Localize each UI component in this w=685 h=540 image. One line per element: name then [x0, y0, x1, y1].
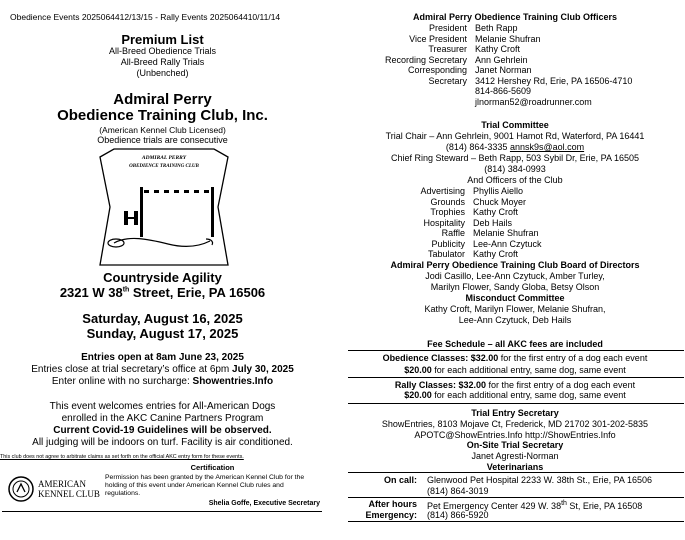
vet-rule-top — [348, 472, 684, 473]
venue-name: Countryside Agility — [103, 270, 222, 285]
ring-steward-phone: (814) 384-0993 — [484, 164, 546, 174]
logo-text-2: OBEDIENCE TRAINING CLUB — [129, 164, 199, 169]
committee-row: Hospitality Deb Hails — [423, 217, 513, 228]
arbitrate-disclaimer: This club does not agree to arbitrate claims as set forth on the official AKC entry form for these events. — [0, 454, 244, 460]
afterhours-vet: Pet Emergency Center 429 W. 38th St, Erie, PA 16508 — [427, 500, 643, 511]
committee-row: Publicity Lee-Ann Czytuck — [431, 238, 542, 249]
officer-row: Corresponding Janet Norman — [407, 65, 532, 75]
veterinarians-title: Veterinarians — [486, 462, 544, 472]
oncall-phone: (814) 864-3019 — [427, 486, 489, 496]
entries-close: Entries close at trial secretary’s office at 6pm July 30, 2025 — [31, 364, 294, 375]
officer-row: Recording Secretary Ann Gehrlein — [384, 54, 528, 65]
allbreed-rally: All-Breed Rally Trials — [120, 57, 205, 67]
akc-licensed: (American Kennel Club Licensed) — [99, 125, 226, 135]
ring-steward: Chief Ring Steward – Beth Rapp, 503 Sybil Dr, Erie, PA 16505 — [391, 153, 639, 163]
vet-rule-mid — [348, 497, 684, 498]
fee-title: Fee Schedule – all AKC fees are included — [427, 339, 603, 349]
chair-email-link[interactable]: annsk9s@aol.com — [509, 142, 585, 152]
welcome-line1: This event welcomes entries for All-American Dogs — [49, 401, 276, 412]
misconduct-line2: Lee-Ann Czytuck, Deb Hails — [458, 315, 572, 325]
rally-additional-fee: $20.00 for each additional entry, same dog, same event — [404, 390, 626, 400]
committee-title: Trial Committee — [481, 120, 549, 130]
committee-row: Advertising Phyllis Aiello — [420, 186, 524, 196]
officer-row: Treasurer Kathy Croft — [428, 44, 521, 54]
onsite-secretary-name: Janet Agresti-Norman — [471, 451, 559, 461]
date-sunday: Sunday, August 17, 2025 — [86, 326, 239, 341]
akc-logo-text: AMERICAN KENNEL CLUB — [38, 479, 100, 499]
logo-text-1: ADMIRAL PERRY — [141, 155, 187, 161]
officers-list — [345, 23, 685, 107]
trial-entry-secretary-web[interactable]: APOTC@ShowEntries.Info http://ShowEntries.Info — [414, 430, 616, 440]
trial-entry-secretary-address: ShowEntries, 8103 Mojave Ct, Frederick, MD 21702 301-202-5835 — [381, 419, 649, 429]
certification-text: Permission has been granted by the American Kennel Club for the holding of this event under American Kennel Club rules and regulations. — [105, 474, 305, 497]
committee-row: Grounds Chuck Moyer — [430, 196, 527, 207]
secretary-phone: 814-866-5609 — [475, 86, 532, 96]
indoor-note: All judging will be indoors on turf. Facility is air conditioned. — [32, 437, 293, 448]
akc-seal-icon — [8, 476, 34, 502]
trial-chair: Trial Chair – Ann Gehrlein, 9001 Hamot Rd, Waterford, PA 16441 — [385, 131, 645, 141]
showentries-link[interactable]: Showentries.Info — [192, 376, 274, 387]
misconduct-title: Misconduct Committee — [465, 293, 565, 303]
allbreed-obedience: All-Breed Obedience Trials — [108, 46, 217, 56]
obedience-fee: Obedience Classes: $32.00 for the first entry of a dog each event — [382, 353, 648, 363]
club-name-line2: Obedience Training Club, Inc. — [57, 107, 268, 124]
unbenched: (Unbenched) — [136, 68, 189, 78]
covid-note: Current Covid-19 Guidelines will be observed. — [53, 425, 272, 436]
date-saturday: Saturday, August 16, 2025 — [82, 311, 243, 326]
fee-rule-bottom — [348, 403, 684, 404]
venue-address: 2321 W 38th Street, Erie, PA 16506 — [59, 285, 266, 300]
event-numbers: Obedience Events 2025064412/13/15 - Rally Events 2025064410/11/14 — [10, 12, 281, 22]
rally-fee: Rally Classes: $32.00 for the first entry of a dog each event — [394, 380, 636, 390]
oncall-vet: Glenwood Pet Hospital 2233 W. 38th St., Erie, PA 16506 — [427, 475, 652, 485]
fee-rule-top — [348, 350, 684, 351]
obedience-additional-fee: $20.00 for each additional entry, same dog, same event — [404, 365, 626, 375]
committee-row: Trophies Kathy Croft — [430, 207, 519, 217]
board-line1: Jodi Casillo, Lee-Ann Czytuck, Amber Turley, — [425, 271, 605, 281]
committee-row: Tabulator Kathy Croft — [427, 249, 519, 259]
online-entry: Enter online with no surcharge: Showentries.Info — [51, 376, 274, 387]
secretary-email: jlnorman52@roadrunner.com — [475, 96, 592, 107]
welcome-line2: enrolled in the AKC Canine Partners Program — [61, 413, 264, 424]
club-logo — [98, 147, 230, 267]
certification-title: Certification — [190, 463, 235, 472]
club-name-line1: Admiral Perry — [113, 91, 212, 108]
afterhours-label: After hours Emergency: — [365, 499, 417, 520]
vet-rule-bottom — [348, 521, 684, 522]
entries-open: Entries open at 8am June 23, 2025 — [81, 352, 244, 363]
onsite-secretary-title: On-Site Trial Secretary — [466, 440, 564, 450]
board-title: Admiral Perry Obedience Training Club Board of Directors — [390, 260, 640, 270]
officers-title: Admiral Perry Obedience Training Club Officers — [412, 12, 618, 22]
left-bottom-rule — [2, 511, 322, 512]
left-column — [0, 0, 325, 540]
and-officers: And Officers of the Club — [467, 175, 563, 185]
committee-list — [345, 186, 685, 260]
premium-list-title: Premium List — [121, 32, 204, 47]
fee-rule-mid — [348, 377, 684, 378]
committee-row: Raffle Melanie Shufran — [441, 228, 539, 238]
officer-row: Vice President Melanie Shufran — [409, 33, 541, 44]
trial-entry-secretary-title: Trial Entry Secretary — [471, 408, 559, 418]
signer: Shelia Goffe, Executive Secretary — [208, 500, 320, 507]
afterhours-phone: (814) 866-5920 — [427, 510, 489, 520]
officer-row: Secretary 3412 Hershey Rd, Erie, PA 16506-4710 — [428, 75, 633, 86]
oncall-label: On call: — [383, 475, 417, 485]
officer-row: President Beth Rapp — [428, 23, 518, 33]
misconduct-line1: Kathy Croft, Marilyn Flower, Melanie Shufran, — [424, 304, 606, 314]
trial-chair-contact: (814) 864-3335 annsk9s@aol.com — [445, 142, 585, 152]
right-column — [345, 0, 685, 540]
consecutive-note: Obedience trials are consecutive — [97, 135, 228, 145]
board-line2: Marilyn Flower, Sandy Globa, Betsy Olson — [430, 282, 600, 292]
